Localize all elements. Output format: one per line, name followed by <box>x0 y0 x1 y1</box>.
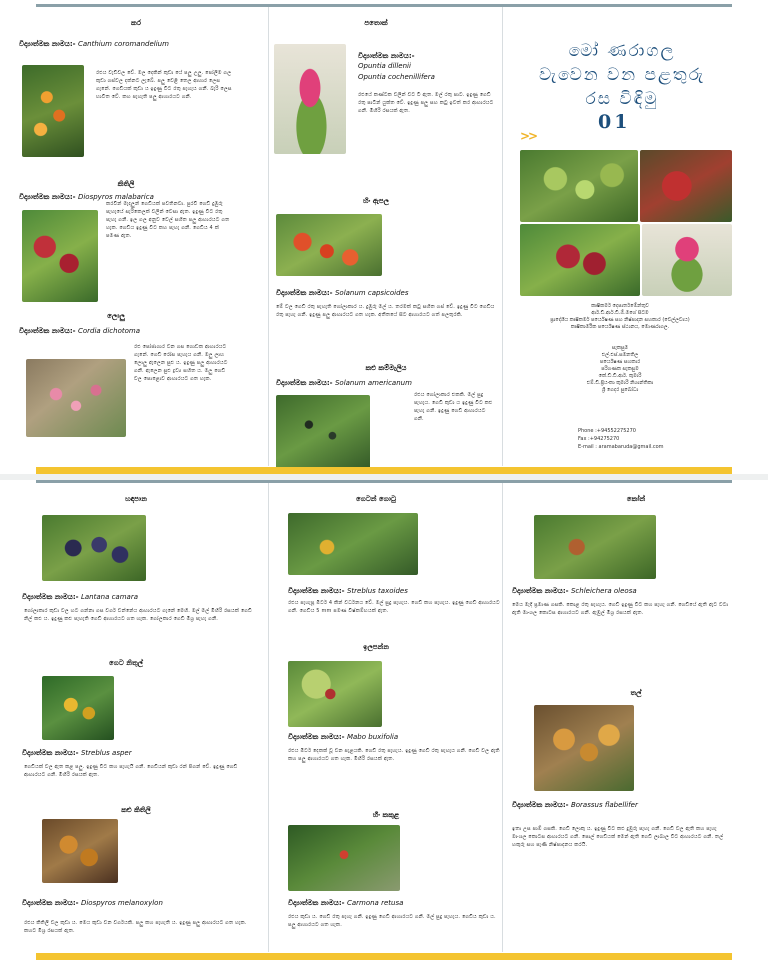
issue-number: 01 <box>598 111 631 133</box>
entry-title: කළු කම්මැලිය <box>365 364 407 372</box>
entry-title: ලොලු <box>107 312 125 320</box>
kalu-kammaliya-photo <box>276 395 370 469</box>
entry-title: හිං ඇපල <box>363 197 389 205</box>
entry-title: කළු කිතිලි <box>121 806 151 814</box>
thal-palm-fruit-photo <box>534 705 634 791</box>
entry-description: ගෙඩියක් වල ඇත කළ පලු. ඉදුණු විට කහ පැහැයි ගනී. ගෙඩියන් කුඩා රන් පිගන් වේ. ඉදුණු ගෙඩි ආහාරයට ගනී. මිහිරි රසයක් ඇත. <box>24 764 238 778</box>
heen-kakula-photo <box>288 825 400 891</box>
entry-description: රළුය මීටර් දෙකක් වූ වන පැළයකි. ගෙඩි රතු පැහැය. ඉදුණු ගෙඩි රතු පැහැය ගනී. ගෙඩි වල ඇති කහ පලු ආහාරයට ගත හැක. මිහිරි රසයක් ඇත. <box>288 748 500 762</box>
footer-bar <box>36 953 732 960</box>
scientific-name: විද්‍යාත්මක නාමය:- Diospyros malabarica <box>19 193 154 201</box>
pathok-cactus-photo <box>274 44 346 154</box>
column-divider <box>502 7 503 466</box>
entry-description: මේ වල ගෙඩි රතු පැහැති ගෝලාකාර ය. දුඹුරු මල් ය. තරමක් කටු සහිත ගස් වේ. ඉදුණු විට ගෙඩිය රතු පැහැ ගනී. ඉදුණු පලු ආහාරයට ගත හැක. අතීතයේ සිට ආහාරයට ගත් පලතුරකි. <box>276 304 495 318</box>
scientific-name: විද්‍යාත්මක නාමය:- <box>358 52 415 60</box>
entry-title: හඳපාන <box>125 495 147 503</box>
column-divider <box>502 483 503 952</box>
hin-apple-fruit-photo <box>276 214 382 276</box>
kon-fruit-photo <box>534 515 656 579</box>
scientific-name: විද්‍යාත්මක නාමය:- Solanum capsicoides <box>276 289 409 297</box>
contact-info: Phone :+94552275270 Fax :+94275270 E-mail : aramabaruda@gmail.com <box>578 428 664 450</box>
lolu-fruit-photo <box>26 359 126 437</box>
scientific-name: විද්‍යාත්මක නාමය:- Streblus taxoides <box>288 587 408 595</box>
entry-title: හීං කකුළ <box>372 811 400 819</box>
column-divider <box>268 483 269 952</box>
arrows-icon: >> <box>520 129 537 143</box>
entry-description: කරවින් මැදලුන් ගෙඩියක් පවතිනවා. පුරවි ගෙඩි දුඹුරු පැහැයේ සැරිකෙලක් වලින් වෙසා ඇත. ඉදුණු විට රතු පැහැ ගනී. ඉල ගල අනුව වෙල් සහිත පලු ආහාරයට ගත හැක. ගෙඩිය ඉදුණු විට කහ පැහැ ගනී. ගෙඩිය 4 ක් පමණ ඇත. <box>106 201 230 239</box>
entry-title: පතොක් <box>364 19 388 27</box>
brochure-page-1 <box>19 4 732 474</box>
kalu-kithili-fruit-photo <box>42 819 118 883</box>
scientific-name: විද්‍යාත්මක නාමය:- Mabo buxifolia <box>288 733 399 741</box>
staff-credits: සැකසුම එල්.එස්.සමනතිල පර්යේෂණ සහකාර පරිගණක සැකසුම කේ.ඩී.ඩී.ආර්. කුමාරි එම්.ඩී.ප්‍රියංකා කුමාරි නිශාන්තිකා ශ්‍රී ගෙදර සුබෝධා <box>586 345 654 393</box>
entry-description: රළු පෝජාගාර වන ගස ගොඩක ආහාරයට ගැනේ. ගෙඩි රෝස පැහැය ගනී. මලු ලාභ ලොලු ඇලෙන සුළු ය. ඉදුණු පලු ආහාරයට ගනී. ඇලෙන සුළු ද්‍රව්‍ය සහිත ය. මලු ගෙඩි වල පොළොව ආහාරයට ගත හැක. <box>134 344 228 382</box>
cover-photo-red-fruit <box>520 224 640 296</box>
entry-title: කර <box>131 19 141 27</box>
cover-photo-green-fruit <box>520 150 638 222</box>
kithili-fruit-photo <box>22 210 98 302</box>
entry-title: ගෙට නිතුල් <box>109 659 143 667</box>
getan-gotu-photo <box>288 513 418 575</box>
brochure-page-2 <box>22 480 732 960</box>
hadapana-berries-photo <box>42 515 146 581</box>
entry-description: රළුය කුඩා ය. ගෙඩි රතු පැහැ ගනී. ඉදුණු ගෙඩි ආහාරයට ගනී. මල් සුදු පැහැය. ගෙඩිය කුඩා ය. පලු ආහාරයට ගත හැක. <box>288 914 496 928</box>
email-link[interactable]: E-mail : aramabaruda@gmail.com <box>578 444 664 450</box>
entry-description: ඉතා උස පාම් ගසකි. ගෙඩි ලොකු ය. ඉදුණු විට කළු දුඹුරු පැහැ ගනී. ගෙඩි වල ඇති කහ පැහැ මාංශල කොටස ආහාරයට ගනී. පොල් ගෙඩියක් මෙන් ඇති ගෙඩි ලාබාල විට ආහාරයට ගනී. තල් හකුරු සහ පැණි නිෂ්පාදනය කරයි. <box>512 826 724 848</box>
entry-title: ගෙටන් ගොටු <box>355 495 397 503</box>
entry-description: රළුය වැඩිවල වේ. මල දෙකින් කුඩා යේ පලු උලු. පෝලිම ගල කුඩා ගස්වල දක්නට ලැබේ. පලු වෙළි තෙල ආහාර ලෙස ගැනේ. ගෙඩියක් කුඩා ය ඉදුණු විට රතු පැහැය ගනී. බැරි ලෙස භාවිත වේ. කහ පැහැති පලු ආහාරයට ගනී. <box>96 70 232 100</box>
scientific-name: විද්‍යාත්මක නාමය:- Solanum americanum <box>276 379 412 387</box>
geta-nithul-fruit-photo <box>42 676 114 740</box>
scientific-name: විද්‍යාත්මක නාමය:- Streblus asper <box>22 749 132 757</box>
scientific-name: විද්‍යාත්මක නාමය:- Schleichera oleosa <box>512 587 637 595</box>
department-info: කෘෂිකර්ම දෙපාර්තමේන්තුව ආර්.ඩී.ආර්.ඩී.ඕ.මගේ සිටම ප්‍රාදේශීය කෘෂිකර්ම පර්යේෂණ සහ නිෂ්පාදන සහකාර (වෙල්ලවාය) කෘෂිකාර්මික පර්යේෂණ ස්ථානය, මොණරාගල. <box>550 303 690 330</box>
scientific-name: Opuntia cochenillifera <box>358 73 435 81</box>
scientific-name: විද්‍යාත්මක නාමය:- Borassus flabellifer <box>512 801 638 809</box>
entry-title: ඉලපන්න <box>363 643 389 651</box>
scientific-name: විද්‍යාත්මක නාමය:- Diospyros melanoxylon <box>22 899 163 907</box>
ilapanna-fruit-photo <box>288 661 382 727</box>
cover-title: මෝ ණරාගල වැවෙන වන පළතුරු රස විඳිමු <box>539 41 705 109</box>
scientific-name: විද්‍යාත්මක නාමය:- Carmona retusa <box>288 899 404 907</box>
entry-description: ගෝලාකාර කුඩා වල හට ගන්නා ගස වර්ග වන්නේය ආහාරයට ගැනේ මෙහි. මල් මල් මිහිරි රසයක් ගෙඩි නිල් කළු ය. ඉදුණු කළු පැහැති ගෙඩි ආහාරයට ගත හැක. ගෝලකාර ගෙඩි මිශ්‍ර පැහැ ගනී. <box>24 608 252 622</box>
footer-bar <box>36 467 732 474</box>
entry-title: කිතිලි <box>117 180 135 188</box>
scientific-name: Opuntia dillenii <box>358 62 411 70</box>
entry-title: කෝන් <box>626 495 646 503</box>
cover-photo-cactus <box>642 224 732 296</box>
entry-description: රළුය ගෝලාකාර එකකි. මල් සුදු පැහැය. ගෙඩි කුඩා ය ඉදුණු විට කළු පැහැ ගනී. ඉදුණු ගෙඩි ආහාරයට ගනී. <box>414 392 493 422</box>
column-divider <box>268 7 269 466</box>
cover-photo-palm-fruit <box>640 150 732 222</box>
kara-fruit-photo <box>22 65 84 157</box>
entry-description: මෙය මැදි ප්‍රමාණ ගසකි. කොළ රතු පැහැය. ගෙඩි ඉදුණු විට කහ පැහැ ගනී. ගෙඩියේ ඇති ඇට වටා ඇති මාංශල කොටස ආහාරයට ගනී. ඇඹුල් මිශ්‍ර රසයක් ඇත. <box>512 602 729 616</box>
entry-description: රළුය පැහැපූ මීටර් 4 කින් වර්ධනය වේ. මල් සුදු පැහැය. ගෙඩි කහ පැහැය. ඉදුණු ගෙඩි ආහාරයට ගනී. ගෙඩිය 5 mm පමණ විෂ්කම්භයක් ඇත. <box>288 600 500 614</box>
scientific-name: විද්‍යාත්මක නාමය:- Canthium coromandelium <box>19 40 169 48</box>
entry-description: රළුය කිතිලි වල කුඩා ය. මෙය කුඩා වන වර්ගයකි. පලු කහ පැහැති ය. ඉදුණු පලු ආහාරයට ගත හැක. කහට මිශ්‍ර රසයක් ඇත. <box>24 920 247 934</box>
entry-title: තල් <box>630 689 642 697</box>
scientific-name: විද්‍යාත්මක නාමය:- Lantana camara <box>22 593 138 601</box>
entry-description: රළුයේ කණ්ටක වලින් වට වී ඇත. මල් රතු පාට. ඉදුණු ගෙඩි රතු පාටින් යුක්ත වේ. ඉදුණු පලු සහ කටු ඉවත් කර ආහාරයට ගනී. මිහිරි රසයක් ඇත. <box>358 92 494 114</box>
scientific-name: විද්‍යාත්මක නාමය:- Cordia dichotoma <box>19 327 141 335</box>
